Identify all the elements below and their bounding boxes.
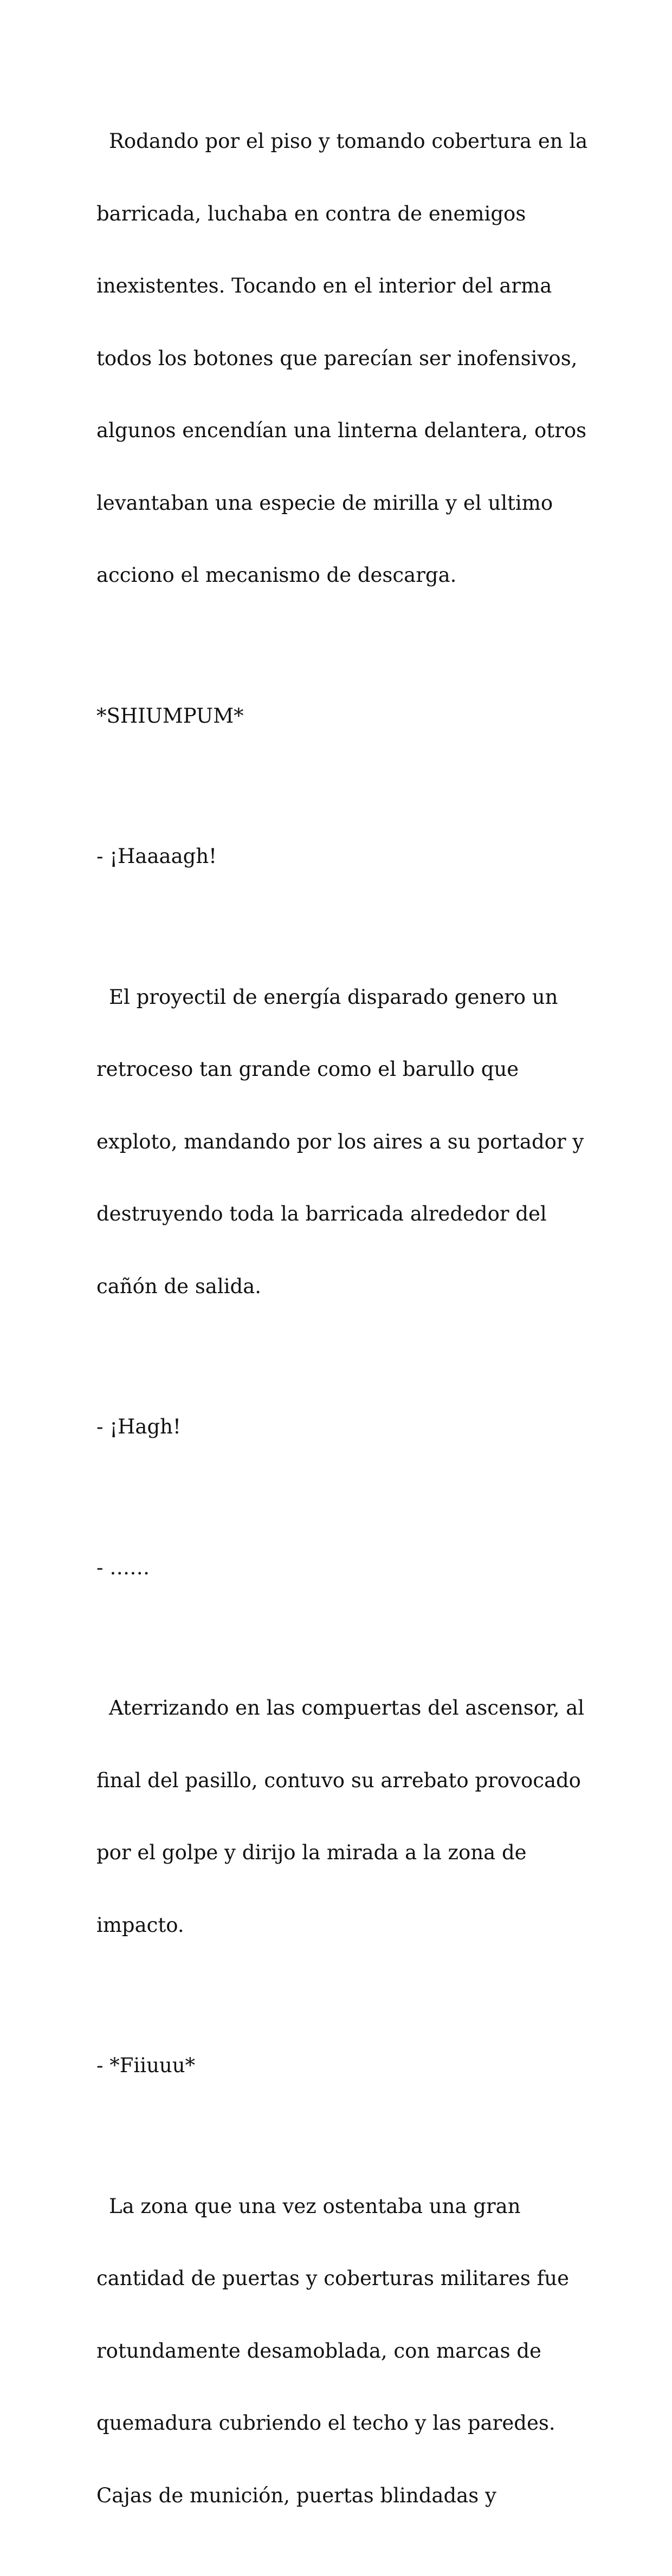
text-line: final del pasillo, contuvo su arrebato provocado: [96, 1768, 581, 1792]
text-line: algunos encendían una linterna delantera, otros: [96, 419, 587, 442]
text-line: exploto, mandando por los aires a su portador y: [96, 1130, 584, 1153]
text-line: - ¡Haaaagh!: [96, 845, 217, 868]
dialogue-line: [96, 1367, 595, 1488]
sound-effect-line: [96, 656, 595, 777]
text-line: levantaban una especie de mirilla y el ultimo: [96, 491, 553, 515]
text-line: cañón de salida.: [96, 1274, 262, 1298]
text-line: La zona que una vez ostentaba una gran: [109, 2194, 521, 2218]
text-line: inexistentes. Tocando en el interior del arma: [96, 274, 552, 297]
text-line: El proyectil de energía disparado genero un: [109, 985, 558, 1009]
text-line: Cajas de munición, puertas blindadas y: [96, 2483, 496, 2507]
document-page: [96, 81, 595, 2576]
text-line: Aterrizando en las compuertas del ascensor, al: [109, 1696, 585, 1720]
text-line: retroceso tan grande como el barullo que: [96, 1057, 519, 1081]
text-line: acciono el mecanismo de descarga.: [96, 563, 457, 587]
narration-paragraph: [96, 937, 595, 1347]
text-line: Rodando por el piso y tomando cobertura en la: [109, 129, 588, 153]
text-line: barricada, luchaba en contra de enemigos: [96, 202, 526, 225]
narration-paragraph: [96, 1648, 595, 1985]
dialogue-line: [96, 1508, 595, 1628]
text-line: cantidad de puertas y coberturas militares fue: [96, 2267, 570, 2290]
text-line: impacto.: [96, 1913, 184, 1937]
text-line: quemadura cubriendo el techo y las paredes.: [96, 2411, 555, 2435]
text-line: *SHIUMPUM*: [96, 704, 244, 728]
narration-paragraph: [96, 2146, 595, 2556]
text-line: - ¡Hagh!: [96, 1415, 181, 1438]
text-line: - *Fiiuuu*: [96, 2054, 196, 2077]
text-line: - ……: [96, 1555, 150, 1579]
text-line: rotundamente desamoblada, con marcas de: [96, 2339, 541, 2363]
dialogue-line: [96, 2006, 595, 2126]
narration-paragraph: [96, 81, 595, 636]
text-line: por el golpe y dirijo la mirada a la zona de: [96, 1841, 527, 1864]
text-line: todos los botones que parecían ser inofensivos,: [96, 346, 578, 370]
dialogue-line: [96, 796, 595, 917]
text-line: destruyendo toda la barricada alrededor del: [96, 1202, 547, 1225]
